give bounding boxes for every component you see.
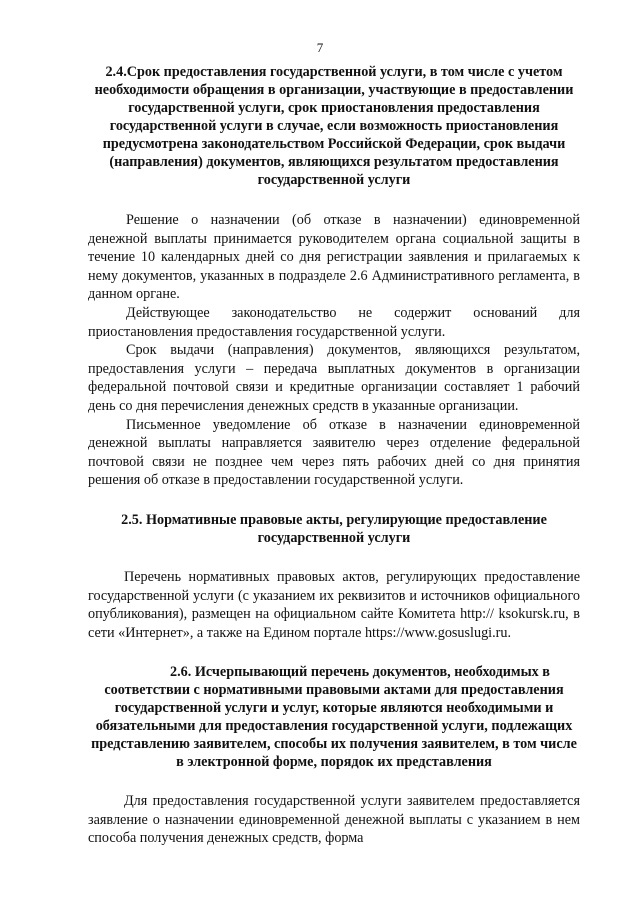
section-2-5-heading: 2.5. Нормативные правовые акты, регулирующие предоставление государственной услуги (121, 511, 547, 546)
page-number: 7 (316, 40, 324, 55)
section-2-4-heading: 2.4.Срок предоставления государственной услуги, в том числе с учетом необходимости обращения в организации, участвующие в предоставлении государственной услуги, срок приостановления предоставления государственной услуги в случае, если возможность приостановления предусмотрена законодательством Российской Федерации, срок выдачи (направления) документов, являющихся результатом предоставления государственной услуги (94, 64, 574, 188)
section-2-6-paragraph-1: Для предоставления государственной услуги заявителем предоставляется заявление о назначении единовременной денежной выплаты с указанием в нем способа получения денежных средств, форма (88, 793, 580, 847)
section-2-4-paragraph-4: Письменное уведомление об отказе в назначении единовременной денежной выплаты направляется заявителю через отделение федеральной почтовой связи не позднее чем через пять рабочих дней со дня принятия решения об отказе в предоставлении государственной услуги. (88, 416, 580, 489)
section-2-5-paragraph-1: Перечень нормативных правовых актов, регулирующих предоставление государственной услуги (с указанием их реквизитов и источников официального опубликования), размещен на официальном сайте Комитета http:// ksokursk.ru, в сети «Интернет», а также на Едином портале https://www.gosuslugi.ru. (88, 568, 580, 641)
document-body (88, 63, 580, 848)
section-2-4-paragraph-2: Действующее законодательство не содержит оснований для приостановления предоставления государственной услуги. (88, 304, 580, 340)
section-2-4-paragraph-3: Срок выдачи (направления) документов, являющихся результатом, предоставления услуги – передача выплатных документов в организации федеральной почтовой связи и кредитные организации составляет 1 рабочий день со дня перечисления денежных средств в указанные организации. (88, 342, 580, 414)
section-2-4-paragraph-1: Решение о назначении (об отказе в назначении) единовременной денежной выплаты принимается руководителем органа социальной защиты в течение 10 календарных дней со дня регистрации заявления и прилагаемых к нему документов, указанных в подразделе 2.6 Административного регламента, в данном органе. (88, 212, 580, 303)
section-2-6-heading: 2.6. Исчерпывающий перечень документов, необходимых в соответствии с нормативными правовыми актами для предоставления государственной услуги и услуг, которые являются необходимыми и обязательными для предоставления государственной услуги, подлежащих представлению заявителем, способы их получения заявителем, в том числе в электронной форме, порядок их представления (91, 664, 577, 771)
